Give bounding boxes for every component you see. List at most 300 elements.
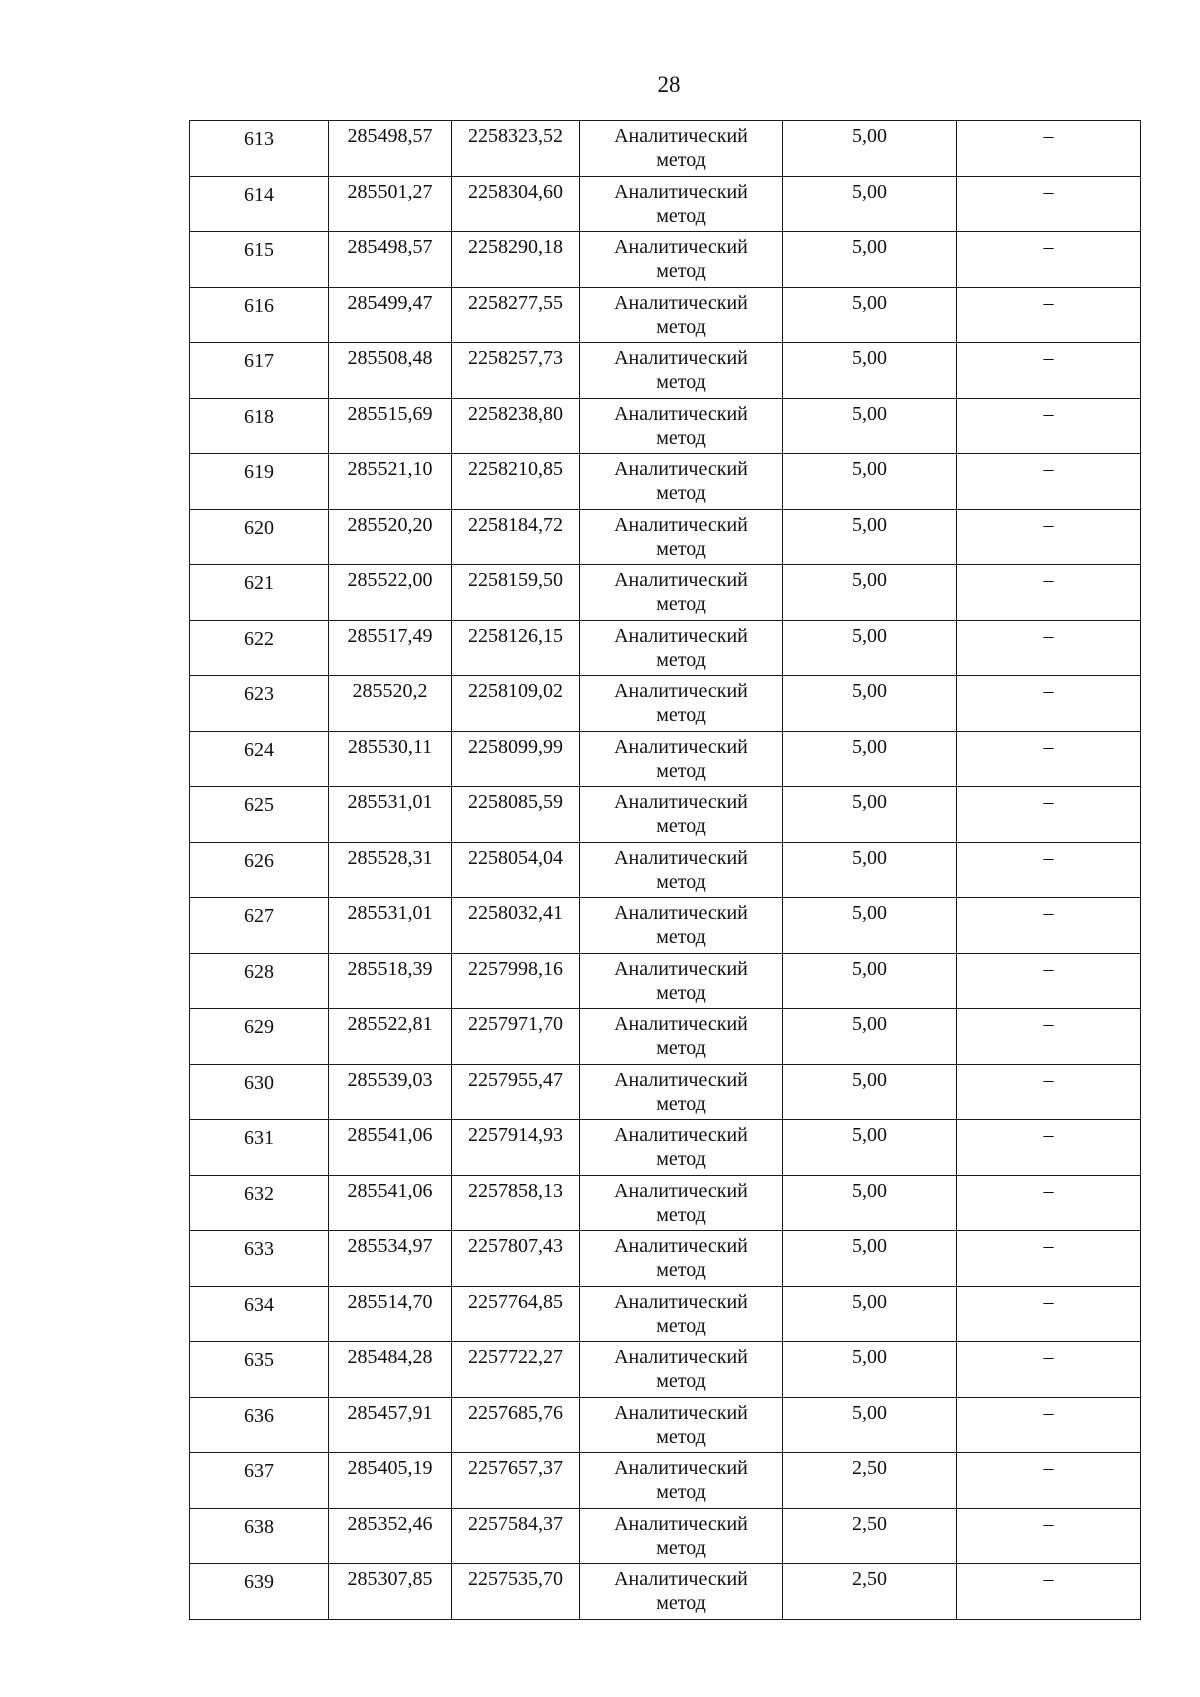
x-coordinate-text: 285405,19 (347, 1457, 433, 1479)
method-line-2: метод (656, 648, 706, 671)
y-coordinate-cell (452, 787, 580, 843)
method-text (580, 454, 782, 505)
accuracy-text: 2,50 (852, 1457, 887, 1479)
method-line-1: Аналитический (614, 347, 748, 369)
method-line-2: метод (656, 1148, 706, 1170)
x-coordinate-text: 285522,81 (347, 1013, 433, 1035)
method-text (580, 1120, 782, 1171)
point-number-cell (190, 1342, 329, 1398)
y-coordinate-cell (452, 398, 580, 454)
x-coordinate-cell (329, 953, 452, 1009)
accuracy-cell (783, 898, 957, 954)
y-coordinate-text: 2257914,93 (468, 1124, 563, 1146)
accuracy-cell (783, 565, 957, 621)
y-coordinate-text: 2258109,02 (468, 680, 563, 702)
method-line-1: Аналитический (614, 1457, 748, 1479)
point-number-cell (190, 1009, 329, 1065)
method-cell (580, 1286, 783, 1342)
point-number-text: 629 (244, 1016, 274, 1038)
method-line-1: Аналитический (614, 1290, 748, 1313)
note-cell (957, 287, 1141, 343)
x-coordinate-text: 285541,06 (347, 1179, 433, 1202)
accuracy-cell (783, 1453, 957, 1509)
accuracy-cell (783, 731, 957, 787)
method-line-1: Аналитический (614, 680, 748, 702)
method-line-2: метод (656, 1425, 706, 1448)
y-coordinate-text: 2258238,80 (468, 402, 563, 425)
method-cell (580, 176, 783, 232)
method-text (580, 787, 782, 838)
x-coordinate-text: 285498,57 (347, 236, 433, 258)
point-number-cell (190, 343, 329, 399)
x-coordinate-text: 285518,39 (347, 957, 433, 980)
y-coordinate-cell (452, 232, 580, 288)
accuracy-text: 2,50 (852, 1512, 887, 1535)
note-cell (957, 1231, 1141, 1287)
accuracy-text: 5,00 (852, 680, 887, 702)
accuracy-cell (783, 1397, 957, 1453)
accuracy-cell (783, 343, 957, 399)
page-number: 28 (657, 72, 681, 97)
method-line-2: метод (656, 593, 706, 615)
accuracy-text: 5,00 (852, 735, 887, 758)
x-coordinate-cell (329, 731, 452, 787)
note-text: – (1043, 624, 1054, 647)
table-row (190, 1120, 1141, 1176)
note-cell (957, 676, 1141, 732)
accuracy-cell (783, 1009, 957, 1065)
y-coordinate-text: 2257998,16 (468, 957, 563, 980)
note-text: – (1043, 402, 1054, 425)
table-row (190, 1286, 1141, 1342)
y-coordinate-text: 2257535,70 (468, 1568, 563, 1590)
accuracy-cell (783, 676, 957, 732)
method-text (580, 1342, 782, 1393)
method-text (580, 399, 782, 450)
coordinates-table (189, 120, 1141, 1620)
point-number-text: 620 (244, 516, 274, 539)
point-number-cell (190, 287, 329, 343)
method-cell (580, 1231, 783, 1287)
point-number-cell (190, 1231, 329, 1287)
method-text (580, 1453, 782, 1504)
method-cell (580, 676, 783, 732)
note-text: – (1043, 458, 1054, 480)
note-cell (957, 398, 1141, 454)
method-cell (580, 1342, 783, 1398)
accuracy-cell (783, 1342, 957, 1398)
note-text: – (1043, 1179, 1054, 1202)
x-coordinate-cell (329, 287, 452, 343)
point-number-text: 639 (244, 1571, 274, 1593)
method-line-2: метод (656, 1259, 706, 1281)
method-cell (580, 1009, 783, 1065)
note-text: – (1043, 1346, 1054, 1368)
x-coordinate-cell (329, 232, 452, 288)
method-line-2: метод (656, 759, 706, 782)
method-cell (580, 287, 783, 343)
coordinates-table-body (190, 121, 1141, 1620)
point-number-text: 633 (244, 1238, 274, 1260)
x-coordinate-text: 285515,69 (347, 402, 433, 425)
note-cell (957, 1175, 1141, 1231)
x-coordinate-cell (329, 398, 452, 454)
x-coordinate-cell (329, 1175, 452, 1231)
table-row (190, 676, 1141, 732)
table-row (190, 898, 1141, 954)
note-text: – (1043, 957, 1054, 980)
accuracy-cell (783, 1175, 957, 1231)
point-number-cell (190, 731, 329, 787)
y-coordinate-text: 2257764,85 (468, 1290, 563, 1313)
method-text (580, 1065, 782, 1116)
point-number-text: 628 (244, 960, 274, 983)
point-number-text: 618 (244, 405, 274, 428)
point-number-text: 624 (244, 738, 274, 761)
table-row (190, 731, 1141, 787)
method-cell (580, 731, 783, 787)
method-line-1: Аналитический (614, 791, 748, 813)
point-number-cell (190, 509, 329, 565)
accuracy-text: 5,00 (852, 513, 887, 536)
point-number-cell (190, 1508, 329, 1564)
method-line-1: Аналитический (614, 1124, 748, 1146)
x-coordinate-cell (329, 1508, 452, 1564)
method-line-1: Аналитический (614, 846, 748, 869)
method-text (580, 1231, 782, 1282)
x-coordinate-cell (329, 1286, 452, 1342)
note-text: – (1043, 902, 1054, 924)
x-coordinate-cell (329, 1009, 452, 1065)
note-text: – (1043, 1124, 1054, 1146)
y-coordinate-cell (452, 509, 580, 565)
note-text: – (1043, 513, 1054, 536)
method-text (580, 1176, 782, 1227)
point-number-cell (190, 232, 329, 288)
y-coordinate-text: 2258210,85 (468, 458, 563, 480)
accuracy-text: 5,00 (852, 791, 887, 813)
accuracy-text: 5,00 (852, 1124, 887, 1146)
table-row (190, 1231, 1141, 1287)
x-coordinate-cell (329, 343, 452, 399)
y-coordinate-text: 2257971,70 (468, 1013, 563, 1035)
note-cell (957, 1286, 1141, 1342)
accuracy-cell (783, 787, 957, 843)
method-cell (580, 1120, 783, 1176)
method-text (580, 843, 782, 894)
method-text (580, 232, 782, 283)
point-number-text: 631 (244, 1127, 274, 1149)
point-number-cell (190, 620, 329, 676)
point-number-text: 632 (244, 1182, 274, 1205)
y-coordinate-text: 2258085,59 (468, 791, 563, 813)
y-coordinate-text: 2257685,76 (468, 1401, 563, 1424)
y-coordinate-cell (452, 121, 580, 177)
point-number-text: 614 (244, 183, 274, 206)
method-cell (580, 1453, 783, 1509)
y-coordinate-cell (452, 898, 580, 954)
note-cell (957, 176, 1141, 232)
method-line-1: Аналитический (614, 513, 748, 536)
y-coordinate-cell (452, 1231, 580, 1287)
note-text: – (1043, 1068, 1054, 1091)
method-text (580, 621, 782, 672)
accuracy-text: 5,00 (852, 624, 887, 647)
table-row (190, 953, 1141, 1009)
x-coordinate-text: 285499,47 (347, 291, 433, 314)
y-coordinate-text: 2258159,50 (468, 569, 563, 591)
point-number-text: 626 (244, 849, 274, 872)
y-coordinate-text: 2258184,72 (468, 513, 563, 536)
table-row (190, 1397, 1141, 1453)
point-number-cell (190, 1286, 329, 1342)
point-number-cell (190, 842, 329, 898)
method-line-2: метод (656, 315, 706, 338)
accuracy-cell (783, 1286, 957, 1342)
point-number-cell (190, 454, 329, 510)
method-line-1: Аналитический (614, 1013, 748, 1035)
method-line-2: метод (656, 1314, 706, 1337)
note-text: – (1043, 735, 1054, 758)
method-line-1: Аналитический (614, 1235, 748, 1257)
method-cell (580, 898, 783, 954)
method-text (580, 177, 782, 228)
method-text (580, 1509, 782, 1560)
method-line-2: метод (656, 371, 706, 393)
y-coordinate-text: 2258290,18 (468, 236, 563, 258)
point-number-cell (190, 398, 329, 454)
method-line-2: метод (656, 260, 706, 282)
x-coordinate-cell (329, 842, 452, 898)
note-cell (957, 1120, 1141, 1176)
point-number-text: 617 (244, 350, 274, 372)
y-coordinate-text: 2257955,47 (468, 1068, 563, 1091)
note-cell (957, 1397, 1141, 1453)
x-coordinate-cell (329, 787, 452, 843)
point-number-text: 636 (244, 1404, 274, 1427)
method-line-1: Аналитический (614, 1512, 748, 1535)
x-coordinate-cell (329, 1397, 452, 1453)
accuracy-text: 5,00 (852, 1013, 887, 1035)
accuracy-text: 5,00 (852, 1290, 887, 1313)
point-number-cell (190, 953, 329, 1009)
x-coordinate-cell (329, 1342, 452, 1398)
method-line-2: метод (656, 482, 706, 504)
point-number-cell (190, 1064, 329, 1120)
accuracy-cell (783, 121, 957, 177)
accuracy-text: 5,00 (852, 402, 887, 425)
x-coordinate-text: 285530,11 (347, 735, 433, 758)
method-line-1: Аналитический (614, 125, 748, 147)
note-cell (957, 842, 1141, 898)
accuracy-cell (783, 398, 957, 454)
note-text: – (1043, 291, 1054, 314)
y-coordinate-cell (452, 1564, 580, 1620)
y-coordinate-cell (452, 287, 580, 343)
x-coordinate-text: 285534,97 (347, 1235, 433, 1257)
note-cell (957, 565, 1141, 621)
y-coordinate-text: 2258277,55 (468, 291, 563, 314)
y-coordinate-text: 2257722,27 (468, 1346, 563, 1368)
method-cell (580, 842, 783, 898)
method-cell (580, 509, 783, 565)
table-row (190, 1009, 1141, 1065)
y-coordinate-text: 2258126,15 (468, 624, 563, 647)
method-text (580, 1398, 782, 1449)
method-text (580, 288, 782, 339)
x-coordinate-text: 285521,10 (347, 458, 433, 480)
y-coordinate-cell (452, 1342, 580, 1398)
x-coordinate-cell (329, 1453, 452, 1509)
accuracy-text: 5,00 (852, 957, 887, 980)
method-text (580, 121, 782, 172)
table-row (190, 787, 1141, 843)
point-number-text: 634 (244, 1293, 274, 1316)
point-number-text: 622 (244, 627, 274, 650)
method-line-2: метод (656, 1203, 706, 1226)
x-coordinate-text: 285531,01 (347, 791, 433, 813)
method-text (580, 510, 782, 561)
y-coordinate-cell (452, 176, 580, 232)
method-text (580, 565, 782, 616)
method-line-1: Аналитический (614, 402, 748, 425)
method-cell (580, 1397, 783, 1453)
y-coordinate-cell (452, 731, 580, 787)
y-coordinate-text: 2258054,04 (468, 846, 563, 869)
accuracy-cell (783, 1508, 957, 1564)
x-coordinate-text: 285501,27 (347, 180, 433, 203)
method-text (580, 343, 782, 394)
x-coordinate-cell (329, 565, 452, 621)
accuracy-cell (783, 1231, 957, 1287)
point-number-text: 635 (244, 1349, 274, 1371)
method-line-2: метод (656, 1481, 706, 1503)
method-line-1: Аналитический (614, 236, 748, 258)
method-cell (580, 232, 783, 288)
x-coordinate-text: 285522,00 (347, 569, 433, 591)
y-coordinate-cell (452, 676, 580, 732)
method-cell (580, 1175, 783, 1231)
y-coordinate-cell (452, 1286, 580, 1342)
note-text: – (1043, 1013, 1054, 1035)
note-cell (957, 1564, 1141, 1620)
method-line-1: Аналитический (614, 624, 748, 647)
y-coordinate-cell (452, 1009, 580, 1065)
point-number-cell (190, 565, 329, 621)
note-cell (957, 787, 1141, 843)
y-coordinate-cell (452, 953, 580, 1009)
y-coordinate-text: 2257657,37 (468, 1457, 563, 1479)
note-text: – (1043, 1235, 1054, 1257)
method-line-2: метод (656, 926, 706, 948)
accuracy-text: 5,00 (852, 846, 887, 869)
y-coordinate-text: 2258032,41 (468, 902, 563, 924)
accuracy-text: 5,00 (852, 1179, 887, 1202)
table-row (190, 1175, 1141, 1231)
note-cell (957, 1342, 1141, 1398)
note-text: – (1043, 1401, 1054, 1424)
y-coordinate-cell (452, 620, 580, 676)
x-coordinate-text: 285307,85 (347, 1568, 433, 1590)
table-row (190, 121, 1141, 177)
method-line-2: метод (656, 1370, 706, 1392)
method-line-2: метод (656, 1536, 706, 1559)
note-cell (957, 953, 1141, 1009)
accuracy-text: 5,00 (852, 902, 887, 924)
x-coordinate-text: 285539,03 (347, 1068, 433, 1091)
note-text: – (1043, 1568, 1054, 1590)
y-coordinate-text: 2257858,13 (468, 1179, 563, 1202)
method-text (580, 1009, 782, 1060)
x-coordinate-text: 285498,57 (347, 125, 433, 147)
accuracy-cell (783, 842, 957, 898)
method-cell (580, 398, 783, 454)
note-text: – (1043, 180, 1054, 203)
accuracy-cell (783, 953, 957, 1009)
x-coordinate-cell (329, 1120, 452, 1176)
y-coordinate-cell (452, 565, 580, 621)
note-text: – (1043, 1512, 1054, 1535)
x-coordinate-text: 285520,20 (347, 513, 433, 536)
x-coordinate-cell (329, 898, 452, 954)
accuracy-text: 5,00 (852, 291, 887, 314)
accuracy-cell (783, 287, 957, 343)
note-text: – (1043, 125, 1054, 147)
method-line-2: метод (656, 537, 706, 560)
table-row (190, 343, 1141, 399)
method-line-1: Аналитический (614, 1068, 748, 1091)
accuracy-cell (783, 1120, 957, 1176)
table-row (190, 1508, 1141, 1564)
method-cell (580, 343, 783, 399)
method-cell (580, 454, 783, 510)
method-line-2: метод (656, 149, 706, 171)
y-coordinate-cell (452, 1120, 580, 1176)
table-row (190, 454, 1141, 510)
point-number-cell (190, 898, 329, 954)
x-coordinate-cell (329, 1064, 452, 1120)
note-cell (957, 898, 1141, 954)
point-number-text: 638 (244, 1515, 274, 1538)
accuracy-text: 2,50 (852, 1568, 887, 1590)
point-number-text: 621 (244, 572, 274, 594)
method-text (580, 676, 782, 727)
x-coordinate-cell (329, 676, 452, 732)
y-coordinate-cell (452, 343, 580, 399)
x-coordinate-text: 285457,91 (347, 1401, 433, 1424)
note-cell (957, 1453, 1141, 1509)
table-row (190, 1064, 1141, 1120)
point-number-cell (190, 787, 329, 843)
method-line-1: Аналитический (614, 569, 748, 591)
note-cell (957, 343, 1141, 399)
method-line-2: метод (656, 981, 706, 1004)
x-coordinate-cell (329, 176, 452, 232)
note-cell (957, 1064, 1141, 1120)
point-number-cell (190, 1120, 329, 1176)
accuracy-text: 5,00 (852, 569, 887, 591)
table-row (190, 620, 1141, 676)
method-text (580, 1287, 782, 1338)
accuracy-text: 5,00 (852, 125, 887, 147)
y-coordinate-text: 2258304,60 (468, 180, 563, 203)
point-number-text: 619 (244, 461, 274, 483)
table-row (190, 565, 1141, 621)
note-text: – (1043, 846, 1054, 869)
method-cell (580, 620, 783, 676)
table-row (190, 509, 1141, 565)
note-cell (957, 509, 1141, 565)
